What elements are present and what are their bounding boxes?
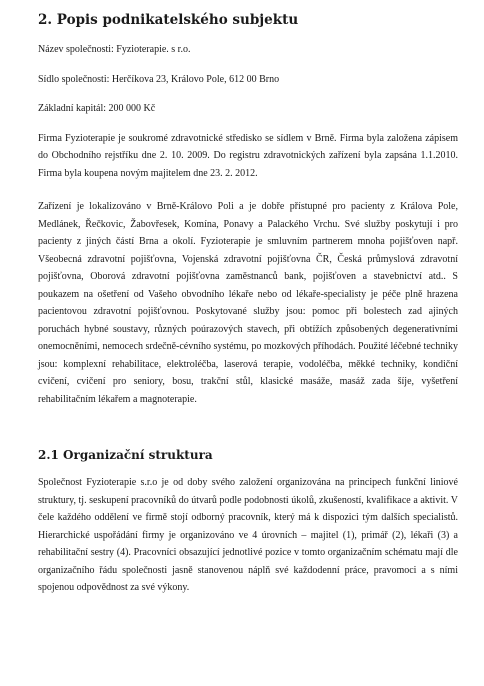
subsection-heading: 2.1 Organizační struktura [38,448,213,462]
company-name-field: Název společnosti: Fyzioterapie. s r.o. [38,44,191,55]
org-structure-paragraph: Společnost Fyzioterapie s.r.o je od doby svého založení organizována na principech funkční liniové struktury, tj. seskupení pracovníků do útvarů podle podobnosti úkolů, zkušeností, kvalifikace a aktivit. V čele každého oddělení ve firmě stojí odborný pracovník, který má k dispozici tým dalších specialistů. Hierarchické uspořádání firmy je organizováno ve 4 úrovních – majitel (1), primář (2), lékaři (3) a rehabilitační sestry (4). Pracovníci obsazující jednotlivé pozice v tomto organizačním schématu mají dle organizačního řádu společnosti jasně stanovenou náplň své každodenní práce, pravomoci a s ními spojenou odpovědnost za své výkony. [38,477,458,593]
section-spacer [38,408,458,448]
services-paragraph: Zařízení je lokalizováno v Brně-Královo Poli a je dobře přístupné pro pacienty z Králova Pole, Medlánek, Řečkovic, Žabovřesek, Komína, Ponavy a Palackého Vrchu. Své služby poskytují i pro pacienty z jiných částí Brna a okolí. Fyzioterapie je smluvním partnerem mnoha pojišťoven např. Všeobecná zdravotní pojišťovna, Vojenská zdravotní pojišťovna ČR, Česká průmyslová zdravotní pojišťovna, Oborová zdravotní pojišťovna zaměstnanců bank, pojišťoven a stavebnictví atd.. S poukazem na ošetření od Vašeho obvodního lékaře nebo od lékaře-specialisty je péče plně hrazena pacientovou zdravotní pojišťovnou. Poskytované služby jsou: pomoc při bolestech zad ajiných poruchách hybné soustavy, různých poúrazových stavech, při obtížích způsobených degenerativními onemocněními, nemocech srdečně-cévního systému, po mozkových příhodách. Použité léčebné techniky jsou: komplexní rehabilitace, elektroléčba, laserová terapie, vodoléčba, měkké techniky, kondiční cvičení, cvičení pro seniory, bosu, trakční stůl, klasické masáže, masáž zada šíje, vyšetření rehabilitačním lékařem a magnoterapie. [38,201,458,405]
company-address-field: Sídlo společnosti: Herčíkova 23, Královo Pole, 612 00 Brno [38,73,280,85]
capital-field: Základní kapitál: 200 000 Kč [38,103,156,114]
section-heading: 2. Popis podnikatelského subjektu [38,12,299,28]
history-paragraph: Firma Fyzioterapie je soukromé zdravotnické středisko se sídlem v Brně. Firma byla založena zápisem do Obchodního rejstříku dne 2. 10. 2009. Do registru zdravotnických zařízení byla zapsána 1.1.2010. Firma byla koupena novým majitelem dne 23. 2. 2012. [38,132,458,179]
